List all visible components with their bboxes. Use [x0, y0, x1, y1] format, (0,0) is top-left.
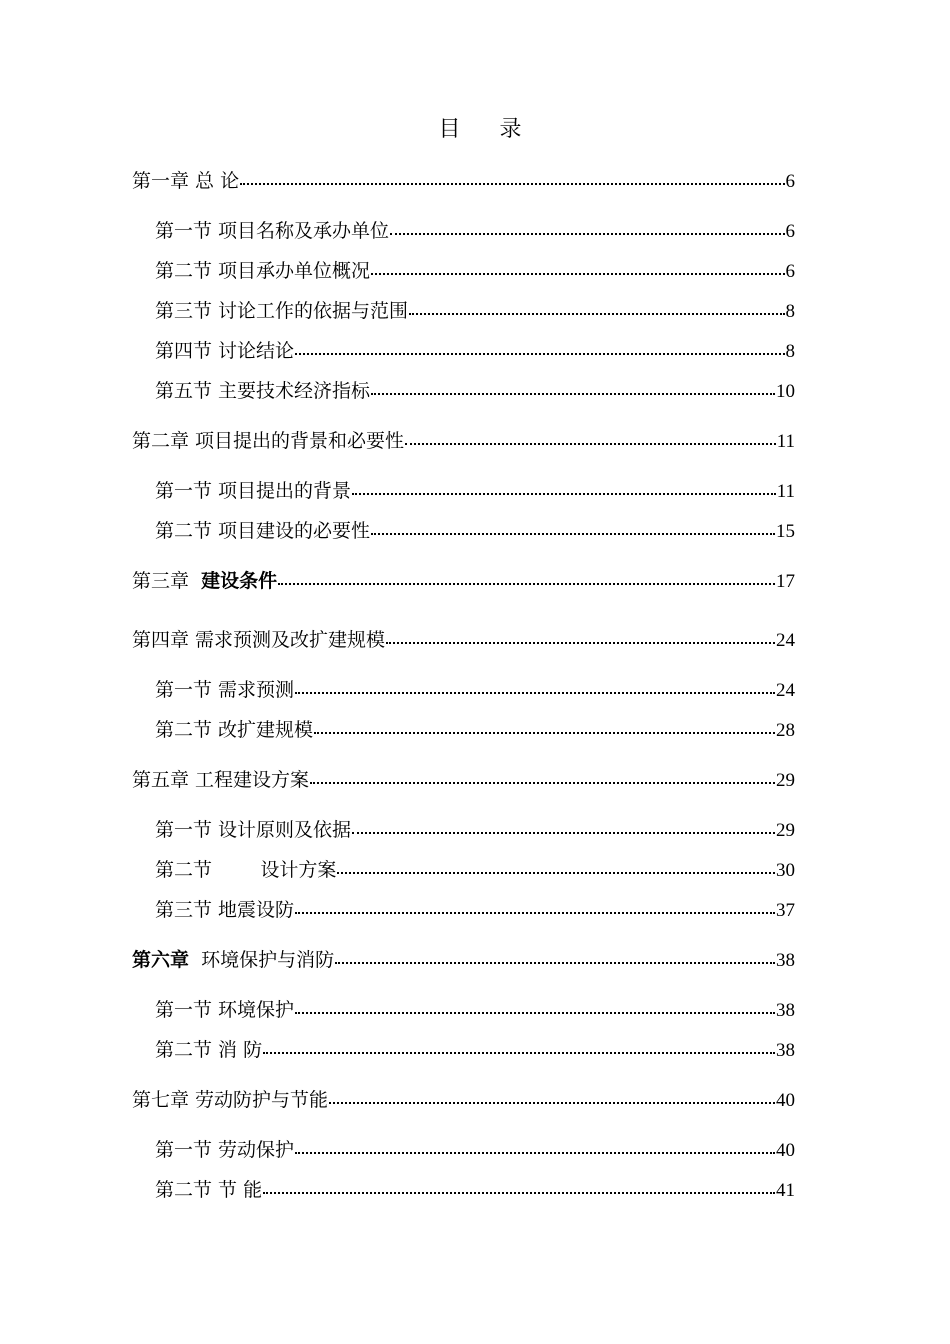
- leader-dots: [371, 533, 775, 535]
- toc-entry-label-prefix: 第三章: [132, 570, 202, 592]
- toc-entry-page: 29: [776, 770, 795, 791]
- toc-entry-label: 第五节 主要技术经济指标: [155, 380, 371, 402]
- toc-section[interactable]: [155, 376, 795, 402]
- toc-section[interactable]: [155, 476, 795, 502]
- toc-entry-label: 第一节 环境保护: [155, 999, 295, 1021]
- toc-entry-page: 6: [785, 171, 795, 192]
- leader-dots: [335, 962, 775, 964]
- toc-entry-label: 第一节 项目名称及承办单位: [155, 220, 390, 242]
- toc-entry-page: 40: [776, 1090, 795, 1111]
- toc-entry-label-bold: 建设条件: [201, 570, 278, 592]
- toc-entry-page: 24: [776, 680, 795, 701]
- leader-dots: [386, 642, 775, 644]
- toc-entry-label: 第四节 讨论结论: [155, 340, 295, 362]
- toc-entry-page: 30: [776, 860, 795, 881]
- toc-entry-label: 第一节 劳动保护: [155, 1139, 295, 1161]
- toc-chapter-4[interactable]: [132, 625, 795, 651]
- leader-dots: [295, 692, 775, 694]
- leader-dots: [295, 912, 775, 914]
- toc-entry-label-bold: 第六章: [132, 949, 190, 971]
- leader-dots: [352, 493, 776, 495]
- toc-chapter-2[interactable]: [132, 426, 795, 452]
- toc-entry-label: 第二节 节 能: [155, 1179, 263, 1201]
- toc-entry-label: 第二章 项目提出的背景和必要性: [132, 430, 405, 452]
- toc-entry-label: 第二节 项目承办单位概况: [155, 260, 371, 282]
- toc-entry-page: 6: [785, 221, 795, 242]
- toc-section[interactable]: [155, 256, 795, 282]
- toc-chapter-3[interactable]: [132, 566, 795, 592]
- toc-entry-page: 11: [776, 431, 795, 452]
- toc-entry-page: 38: [776, 950, 795, 971]
- toc-entry-page: 8: [785, 341, 795, 362]
- toc-entry-label: 第三节 地震设防: [155, 899, 295, 921]
- toc-entry-label-suffix: 环境保护与消防: [189, 949, 335, 971]
- toc-entry-label: 第四章 需求预测及改扩建规模: [132, 629, 386, 651]
- leader-dots: [310, 782, 775, 784]
- toc-entry-page: 17: [776, 571, 795, 592]
- toc-entry-page: 38: [776, 1040, 795, 1061]
- toc-entry-page: 8: [785, 301, 795, 322]
- toc-entry-label: 第五章 工程建设方案: [132, 769, 310, 791]
- toc-entry-label: 第一章 总 论: [132, 170, 240, 192]
- leader-dots: [405, 443, 776, 445]
- toc-section[interactable]: [155, 1035, 795, 1061]
- leader-dots: [329, 1102, 775, 1104]
- toc-chapter-6[interactable]: [132, 945, 795, 971]
- toc-entry-label: 第七章 劳动防护与节能: [132, 1089, 329, 1111]
- leader-dots: [390, 233, 784, 235]
- leader-dots: [240, 183, 784, 185]
- leader-dots: [337, 872, 775, 874]
- toc-section[interactable]: [155, 895, 795, 921]
- toc-entry-page: 41: [776, 1180, 795, 1201]
- toc-chapter-1[interactable]: [132, 166, 795, 192]
- leader-dots: [409, 313, 784, 315]
- leader-dots: [295, 1012, 775, 1014]
- toc-entry-label: [132, 945, 334, 972]
- toc-title: 目 录: [438, 117, 538, 142]
- leader-dots: [314, 732, 775, 734]
- toc-entry-label: 第二节 消 防: [155, 1039, 263, 1061]
- toc-section[interactable]: [155, 1175, 795, 1201]
- toc-entry-label: 第三节 讨论工作的依据与范围: [155, 300, 409, 322]
- toc-entry-page: 10: [776, 381, 795, 402]
- toc-entry-label: 第一节 项目提出的背景: [155, 480, 352, 502]
- leader-dots: [295, 353, 784, 355]
- toc-entry-page: 37: [776, 900, 795, 921]
- toc-section[interactable]: [155, 1135, 795, 1161]
- toc-section[interactable]: [155, 296, 795, 322]
- toc-entry-label: 第一节 设计原则及依据: [155, 819, 352, 841]
- toc-entry-label: [132, 566, 277, 593]
- leader-dots: [371, 273, 784, 275]
- toc-entry-label: 第一节 需求预测: [155, 679, 295, 701]
- toc-entry-page: 6: [785, 261, 795, 282]
- toc-entry-label: 第二节 设计方案: [155, 859, 337, 881]
- toc-section[interactable]: [155, 336, 795, 362]
- toc-entry-page: 11: [776, 481, 795, 502]
- toc-chapter-7[interactable]: [132, 1085, 795, 1111]
- toc-entry-page: 24: [776, 630, 795, 651]
- toc-section[interactable]: [155, 675, 795, 701]
- toc-section[interactable]: [155, 516, 795, 542]
- toc-section[interactable]: [155, 815, 795, 841]
- leader-dots: [278, 583, 775, 585]
- toc-section[interactable]: [155, 216, 795, 242]
- toc-section[interactable]: [155, 855, 795, 881]
- toc-entry-page: 29: [776, 820, 795, 841]
- toc-section[interactable]: [155, 715, 795, 741]
- toc-section[interactable]: [155, 995, 795, 1021]
- leader-dots: [352, 832, 775, 834]
- leader-dots: [371, 393, 775, 395]
- toc-entry-page: 40: [776, 1140, 795, 1161]
- toc-entry-label: 第二节 项目建设的必要性: [155, 520, 371, 542]
- toc-entry-page: 28: [776, 720, 795, 741]
- leader-dots: [263, 1052, 775, 1054]
- toc-entry-page: 15: [776, 521, 795, 542]
- toc-chapter-5[interactable]: [132, 765, 795, 791]
- leader-dots: [295, 1152, 775, 1154]
- toc-entry-page: 38: [776, 1000, 795, 1021]
- leader-dots: [263, 1192, 775, 1194]
- toc-entry-label: 第二节 改扩建规模: [155, 719, 314, 741]
